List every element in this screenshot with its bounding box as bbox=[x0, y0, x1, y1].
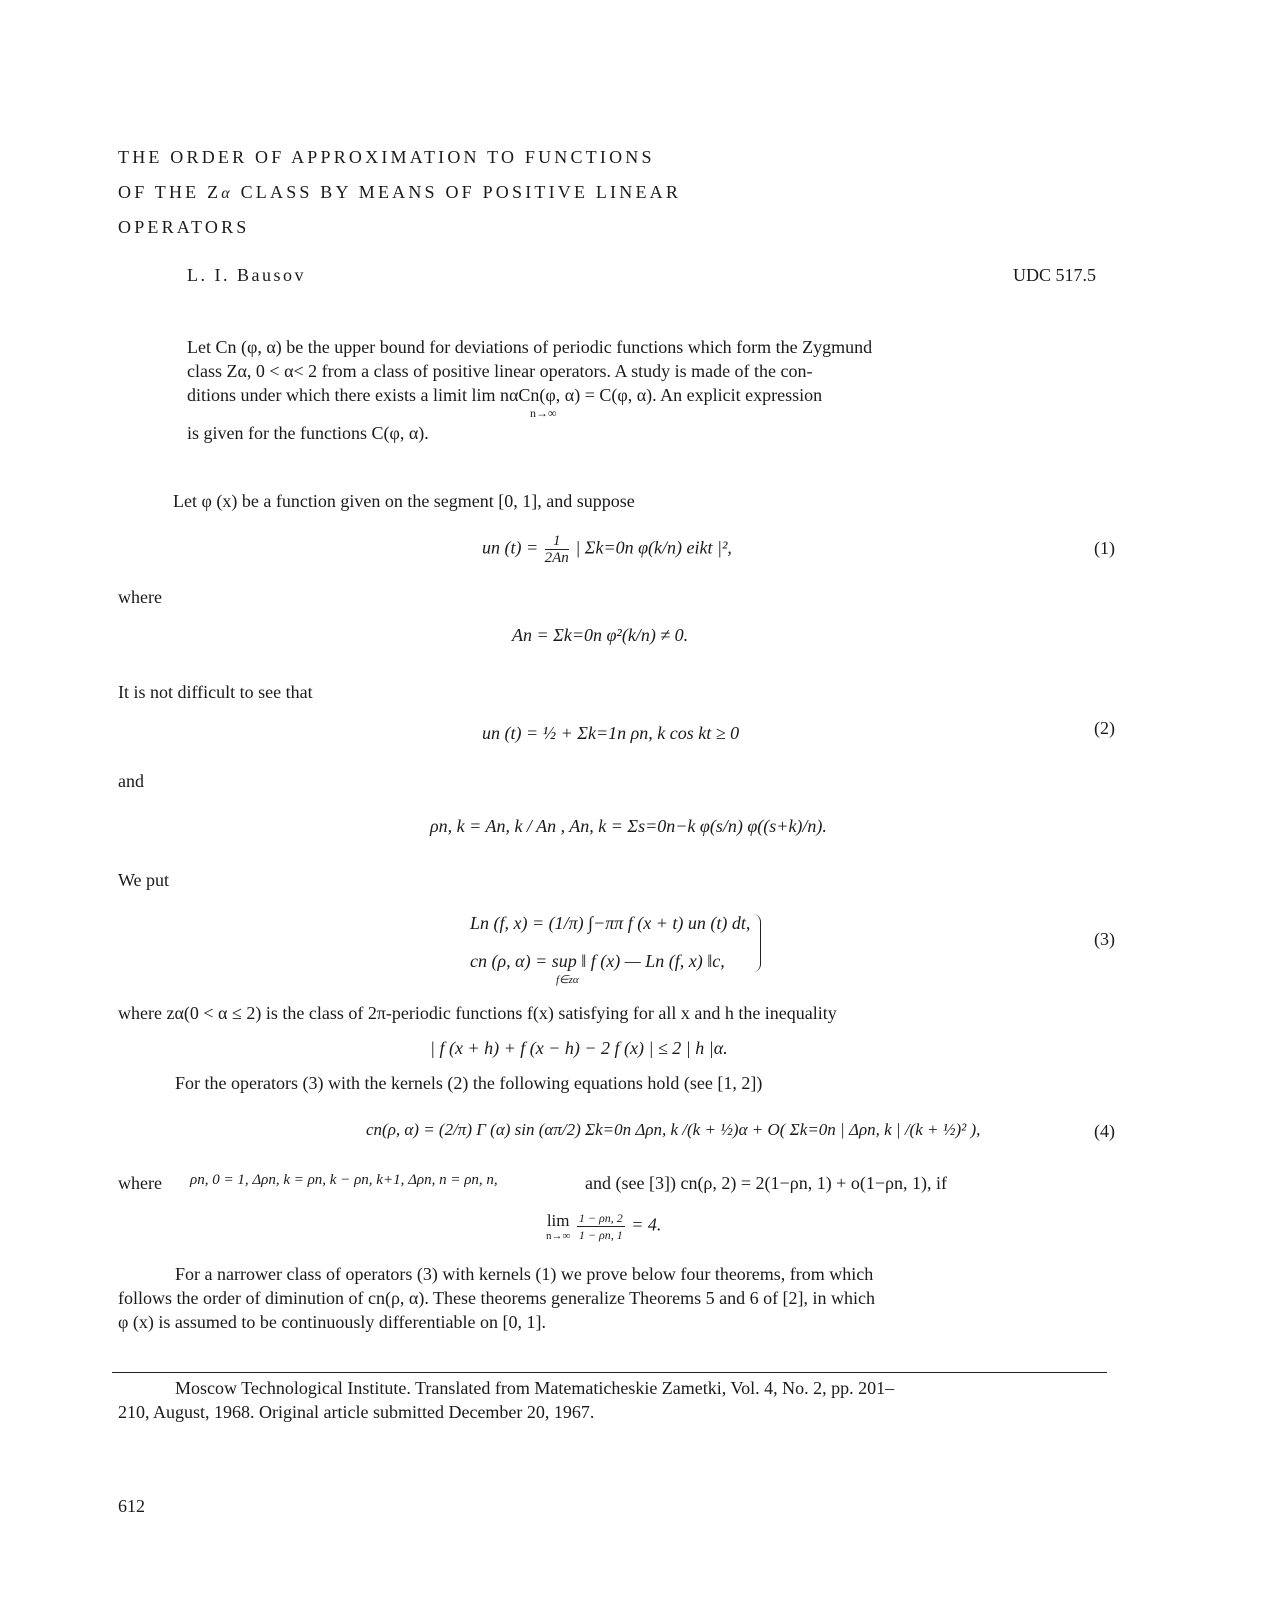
equation-number-4: (4) bbox=[1094, 1121, 1115, 1141]
abstract bbox=[187, 335, 1067, 445]
equation-A: An = Σk=0n φ²(k/n) ≠ 0. bbox=[512, 625, 689, 645]
abstract-line-4: is given for the functions C(φ, α). bbox=[187, 423, 429, 443]
closing-paragraph bbox=[118, 1262, 1108, 1334]
closing-line-2: follows the order of diminution of cn(ρ, α). These theorems generalize Theorems 5 and 6 of [2], in which bbox=[118, 1288, 876, 1308]
title-line-1: THE ORDER OF APPROXIMATION TO FUNCTIONS bbox=[118, 147, 655, 167]
abstract-line-3: ditions under which there exists a limit lim nαCn(φ, α) = C(φ, α). An explicit expression bbox=[187, 385, 823, 405]
eq1-fraction bbox=[545, 533, 569, 566]
lim-word: lim bbox=[546, 1210, 570, 1230]
footnote-line-1: Moscow Technological Institute. Translated from Matematicheskie Zametki, Vol. 4, No. 2, pp. 201– bbox=[175, 1378, 895, 1398]
eq1-frac-den: 2An bbox=[544, 550, 569, 566]
lim-subscript: n→∞ bbox=[546, 1229, 571, 1242]
title-line-2 bbox=[118, 182, 681, 203]
where-label-2: where bbox=[118, 1173, 162, 1193]
footnote-rule bbox=[112, 1372, 1107, 1373]
title-alpha: α bbox=[221, 185, 233, 202]
closing-line-1: For a narrower class of operators (3) with kernels (1) we prove below four theorems, from which bbox=[175, 1264, 874, 1284]
title-line-3: OPERATORS bbox=[118, 217, 250, 237]
limit-den: 1 − ρn, 1 bbox=[578, 1228, 623, 1242]
abstract-line-1: Let Cn (φ, α) be the upper bound for deviations of periodic functions which form the Zygmund bbox=[187, 337, 873, 357]
limit-expression bbox=[546, 1210, 661, 1243]
footnote-line-2: 210, August, 1968. Original article submitted December 20, 1967. bbox=[118, 1402, 595, 1422]
equation-3-line-2: cn (ρ, α) = sup ‖ f (x) — Ln (f, x) ‖c, bbox=[470, 951, 725, 971]
limit-fraction bbox=[577, 1210, 625, 1243]
equation-number-1: (1) bbox=[1094, 538, 1115, 558]
where-2-math: ρn, 0 = 1, Δρn, k = ρn, k − ρn, k+1, Δρn, n = ρn, n, bbox=[190, 1172, 498, 1188]
closing-line-3: φ (x) is assumed to be continuously differentiable on [0, 1]. bbox=[118, 1312, 546, 1332]
equation-rho: ρn, k = An, k / An , An, k = Σs=0n−k φ(s/n) φ((s+k)/n). bbox=[430, 816, 827, 836]
equation-2: un (t) = ½ + Σk=1n ρn, k cos kt ≥ 0 bbox=[482, 723, 740, 743]
equation-3-brace bbox=[752, 914, 761, 972]
udc-code: UDC 517.5 bbox=[1013, 265, 1097, 285]
intro-paragraph: Let φ (x) be a function given on the segment [0, 1], and suppose bbox=[173, 491, 635, 511]
abstract-line-2: class Zα, 0 < α< 2 from a class of positive linear operators. A study is made of the con- bbox=[187, 361, 813, 381]
title-line-2-b: CLASS BY MEANS OF POSITIVE LINEAR bbox=[232, 182, 682, 202]
eq1-frac-num: 1 bbox=[545, 533, 569, 550]
equation-3-line-1: Ln (f, x) = (1/π) ∫−ππ f (x + t) un (t) dt, bbox=[470, 913, 751, 933]
equation-number-3: (3) bbox=[1094, 929, 1115, 949]
eq1-rhs: | Σk=0n φ(k/n) eikt |², bbox=[575, 537, 732, 558]
operators-statement: For the operators (3) with the kernels (2) the following equations hold (see [1, 2]) bbox=[175, 1073, 763, 1093]
we-put-label: We put bbox=[118, 870, 170, 890]
equation-4: cn(ρ, α) = (2/π) Γ (α) sin (απ/2) Σk=0n Δρn, k /(k + ½)α + O( Σk=0n | Δρn, k | /(k + ½)² ), bbox=[366, 1120, 981, 1139]
footnote bbox=[118, 1376, 1108, 1424]
limit-value: = 4. bbox=[631, 1214, 662, 1235]
not-difficult-text: It is not difficult to see that bbox=[118, 682, 313, 702]
where-2-tail: and (see [3]) cn(ρ, 2) = 2(1−ρn, 1) + o(1−ρn, 1), if bbox=[585, 1173, 947, 1193]
author: L. I. Bausov bbox=[187, 265, 306, 285]
class-definition-text: where zα(0 < α ≤ 2) is the class of 2π-periodic functions f(x) satisfying for all x and h the inequality bbox=[118, 1003, 837, 1023]
limit-operator bbox=[546, 1212, 570, 1242]
inequality: | f (x + h) + f (x − h) − 2 f (x) | ≤ 2 | h |α. bbox=[430, 1038, 728, 1058]
title-line-2-a: OF THE Z bbox=[118, 182, 222, 202]
page-number: 612 bbox=[118, 1496, 145, 1516]
where-label-1: where bbox=[118, 587, 162, 607]
limit-num: 1 − ρn, 2 bbox=[578, 1211, 623, 1225]
equation-1 bbox=[482, 533, 732, 566]
equation-3-sup-subscript: f∈zα bbox=[556, 974, 579, 986]
equation-number-2: (2) bbox=[1094, 718, 1115, 738]
eq1-lhs: un (t) = bbox=[482, 537, 539, 558]
and-label: and bbox=[118, 771, 144, 791]
abstract-limit-subscript: n→∞ bbox=[530, 406, 557, 420]
